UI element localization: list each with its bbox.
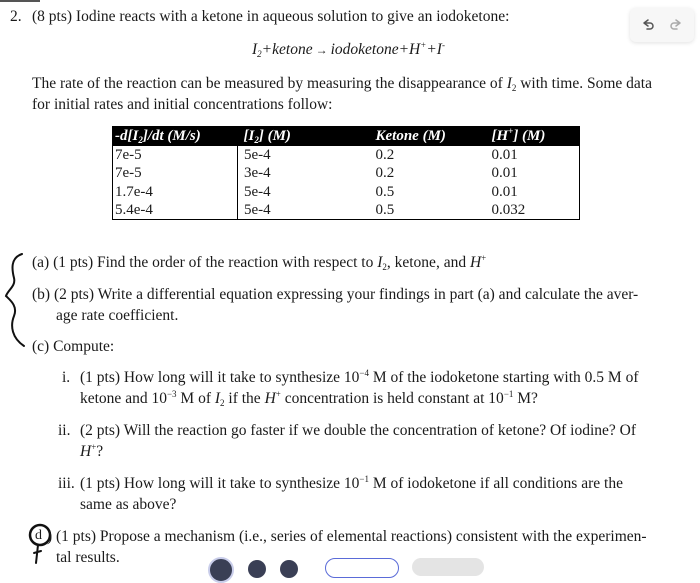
table-cell: 0.2 bbox=[375, 165, 395, 182]
table-row bbox=[113, 182, 580, 200]
annotation-toolbar bbox=[630, 8, 694, 42]
part-d-paren: ) bbox=[47, 528, 53, 545]
problem-intro: (8 pts) Iodine reacts with a ketone in aqueous solution to give an iodoketone: bbox=[32, 8, 510, 25]
tool-pill-button[interactable] bbox=[325, 558, 399, 578]
table-header: [H+] (M) bbox=[490, 127, 580, 147]
problem-number: 2. bbox=[10, 8, 22, 25]
table-cell: 5e-4 bbox=[244, 147, 271, 164]
table-cell: 7e-5 bbox=[113, 146, 238, 164]
table-header-row bbox=[113, 127, 580, 147]
table-cell: 5e-4 bbox=[244, 201, 271, 218]
table-row bbox=[113, 164, 580, 182]
reaction-equation: $I_2+ketone$ → iodoketone+H++I- bbox=[252, 40, 445, 59]
part-a: (a) (1 pts) Find the order of the reaction with respect to $I_2$, ketone, and H+ bbox=[32, 253, 487, 272]
rate-paragraph-line2: for initial rates and initial concentrations follow: bbox=[32, 96, 333, 113]
color-swatch-button[interactable] bbox=[248, 560, 266, 578]
rate-data-table bbox=[112, 126, 580, 220]
table-cell: 1.7e-4 bbox=[113, 182, 238, 200]
part-d-label: d bbox=[35, 528, 42, 543]
table-header: $-d[I_2]/dt$ (M/s) bbox=[113, 127, 238, 147]
table-cell: 0.01 bbox=[491, 183, 518, 200]
part-c-i-line2: ketone and $10^{-3}$ M of $I_2$ if the H+ concentration is held constant at $10^{-1}$ M? bbox=[80, 389, 538, 408]
table-cell: 0.5 bbox=[375, 183, 395, 200]
part-c-i-label: i. bbox=[62, 369, 71, 386]
table-cell: 0.5 bbox=[375, 201, 395, 218]
table-cell: 5.4e-4 bbox=[113, 201, 238, 220]
top-edge-mark bbox=[0, 0, 40, 2]
part-c-ii-line1: (2 pts) Will the reaction go faster if we double the concentration of ketone? Of iodine? Of bbox=[80, 422, 637, 439]
table-cell: 0.032 bbox=[491, 201, 526, 218]
table-cell: 0.2 bbox=[375, 147, 395, 164]
part-c: (c) Compute: bbox=[32, 338, 115, 355]
part-c-iii-line2: same as above? bbox=[80, 496, 177, 513]
part-c-ii-label: ii. bbox=[58, 422, 71, 439]
part-c-iii-label: iii. bbox=[58, 475, 75, 492]
part-c-ii-line2: H+? bbox=[80, 442, 104, 460]
rate-paragraph-line1: The rate of the reaction can be measured by measuring the disappearance of $I_2$ with time. Some data bbox=[32, 75, 652, 93]
table-cell: 0.01 bbox=[491, 165, 518, 182]
part-c-i-line1: (1 pts) How long will it take to synthesize $10^{-4}$ M of the iodoketone starting with 0.5 M of bbox=[80, 368, 639, 386]
table-header: $[I_2]$ (M) bbox=[238, 127, 374, 147]
redo-icon[interactable] bbox=[668, 17, 684, 33]
part-b-line1: (b) (2 pts) Write a differential equation expressing your findings in part (a) and calculate the aver- bbox=[32, 286, 639, 303]
table-cell: 5e-4 bbox=[244, 183, 271, 200]
table-row bbox=[113, 146, 580, 164]
part-d-line1: (1 pts) Propose a mechanism (i.e., series of elemental reactions) consistent with the experimen- bbox=[56, 528, 647, 545]
part-c-iii-line1: (1 pts) How long will it take to synthesize $10^{-1}$ M of iodoketone if all conditions are the bbox=[80, 474, 623, 492]
part-b-line2: age rate coefficient. bbox=[56, 307, 179, 324]
tool-pill-button[interactable] bbox=[412, 558, 484, 576]
color-swatch-button[interactable] bbox=[208, 557, 234, 583]
table-header: Ketone (M) bbox=[374, 127, 490, 147]
undo-icon[interactable] bbox=[640, 17, 656, 33]
table-cell: 7e-5 bbox=[113, 164, 238, 182]
table-row bbox=[113, 201, 580, 220]
color-swatch-button[interactable] bbox=[280, 560, 298, 578]
part-d-line2: tal results. bbox=[56, 549, 120, 566]
table-cell: 3e-4 bbox=[244, 165, 271, 182]
handwritten-brace-icon bbox=[2, 250, 30, 350]
table-cell: 0.01 bbox=[491, 147, 518, 164]
